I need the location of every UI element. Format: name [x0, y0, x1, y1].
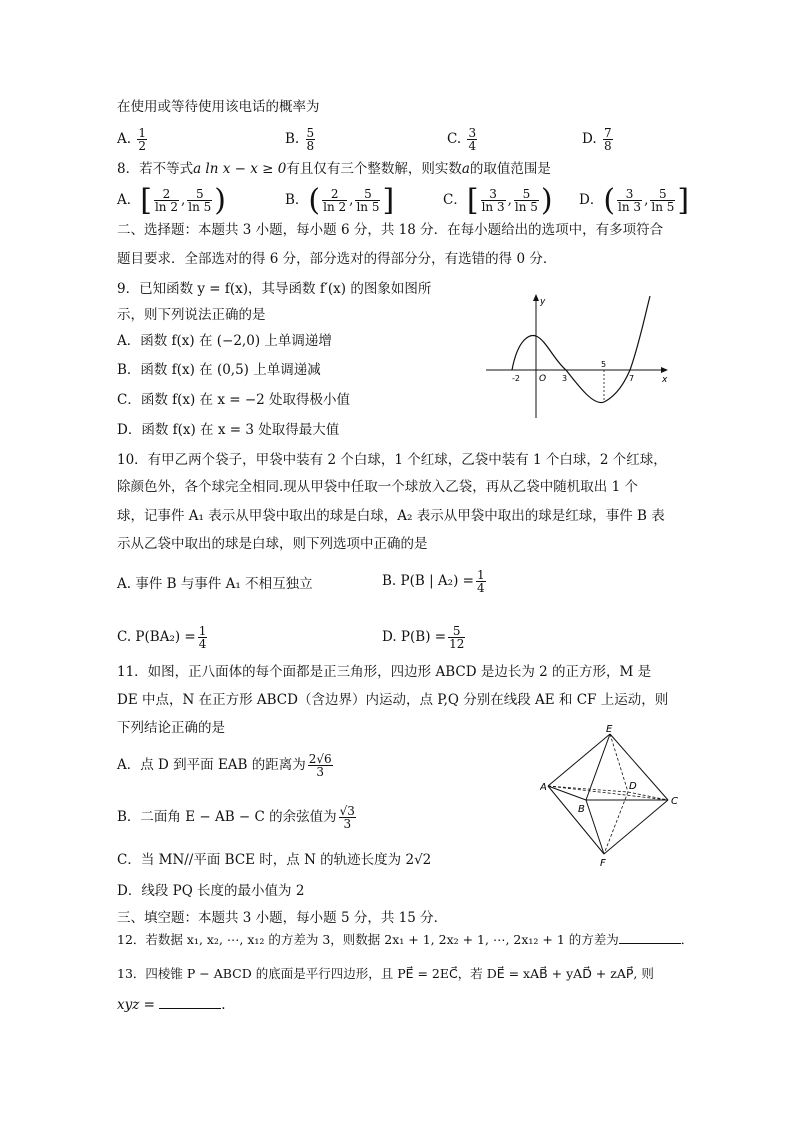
tick-label: 3	[562, 374, 568, 383]
derivative-curve	[512, 296, 650, 403]
q9-option-d: D．函数 f(x) 在 x = 3 处取得最大值	[117, 422, 340, 438]
q8-option: B．( $\frac{2}{\ln 2}$ , $\frac{5}{\ln 5}$ ]	[285, 182, 395, 218]
q10-line4: 示从乙袋中取出的球是白球，则下列选项中正确的是	[117, 536, 428, 552]
section2-line1: 二、选择题：本题共 3 小题，每小题 6 分，共 18 分．在每小题给出的选项中，有多项符合	[117, 222, 664, 238]
q9-option-c: C．函数 f(x) 在 x = −2 处取得极小值	[117, 392, 351, 408]
q10-option-a: A. 事件 B 与事件 A₁ 不相互独立	[117, 576, 313, 592]
q7-option: D. $\frac{7}{8}$	[582, 126, 612, 153]
x-label: x	[662, 375, 668, 385]
q7-option: A. $\frac{1}{2}$	[117, 126, 146, 153]
section2-line2: 题目要求．全部选对的得 6 分，部分选对的得部分分，有选错的得 0 分．	[117, 251, 557, 267]
q8-option: C．[ $\frac{3}{\ln 3}$ , $\frac{5}{\ln 5}$ )	[443, 182, 553, 218]
q13-answer-blank[interactable]	[159, 996, 221, 1009]
y-label: y	[540, 297, 546, 307]
tick-label: 7	[629, 374, 635, 383]
q11-line3: 下列结论正确的是	[117, 720, 225, 736]
vertex-c-label: C	[671, 796, 678, 807]
q11-line2: DE 中点，N 在正方形 ABCD（含边界）内运动，点 P,Q 分别在线段 AE 和 CF 上运动，则	[117, 692, 669, 708]
vertex-a-label: A	[540, 782, 547, 793]
vertex-b-label: B	[578, 804, 585, 815]
q7-options	[117, 122, 637, 156]
q10-option-b: B. P(B | A₂) = $\frac{1}{4}$	[382, 568, 485, 595]
q10-option-c: C. P(BA₂) = $\frac{1}{4}$	[117, 624, 207, 651]
q9-line2: 示，则下列说法正确的是	[117, 307, 266, 323]
q11-option-b: B．二面角 E − AB − C 的余弦值为 $\frac{√3}{3}$	[117, 804, 355, 831]
q7-option: B. $\frac{5}{8}$	[285, 126, 315, 153]
q12-answer-blank[interactable]	[619, 931, 681, 944]
q9-option-b: B．函数 f(x) 在 (0,5) 上单调递减	[117, 362, 321, 378]
q9-line1: 9．已知函数 y = f(x)，其导函数 f′(x) 的图象如图所	[117, 281, 432, 297]
q13-line2: xyz = .	[117, 997, 226, 1013]
q9-derivative-graph	[482, 290, 672, 420]
q11-line1: 11．如图，正八面体的每个面都是正三角形，四边形 ABCD 是边长为 2 的正方形，M 是	[117, 664, 652, 680]
q7-stem-tail: 在使用或等待使用该电话的概率为	[117, 99, 320, 115]
vertex-d-label: D	[629, 781, 637, 792]
q8-option: A．[ $\frac{2}{\ln 2}$ , $\frac{5}{\ln 5}$ )	[117, 182, 227, 218]
q8-options	[117, 180, 690, 220]
tick-label: -2	[512, 374, 520, 383]
q11-octahedron-figure	[540, 722, 690, 868]
origin-label: O	[539, 374, 547, 384]
section3-title: 三、填空题：本题共 3 小题，每小题 5 分，共 15 分．	[117, 910, 448, 926]
q11-option-a: A．点 D 到平面 EAB 的距离为 $\frac{2√6}{3}$	[117, 752, 332, 779]
vertex-f-label: F	[600, 858, 606, 868]
q10-line1: 10．有甲乙两个袋子，甲袋中装有 2 个白球，1 个红球，乙袋中装有 1 个白球，2 个红球，	[117, 452, 667, 468]
q10-option-d: D. P(B) = $\frac{5}{12}$	[382, 624, 465, 651]
q10-line2: 除颜色外，各个球完全相同.现从甲袋中任取一个球放入乙袋，再从乙袋中随机取出 1 个	[117, 479, 638, 495]
q9-option-a: A．函数 f(x) 在 (−2,0) 上单调递增	[117, 333, 332, 349]
q11-option-d: D．线段 PQ 长度的最小值为 2	[117, 883, 305, 899]
tick-label: 5	[601, 360, 607, 369]
q8-stem: 8．若不等式a ln x − x ≥ 0有且仅有三个整数解，则实数a的取值范围是	[117, 161, 551, 177]
q12-text: 12．若数据 x₁, x₂, ⋯, x₁₂ 的方差为 3，则数据 2x₁ + 1, 2x₂ + 1, ⋯, 2x₁₂ + 1 的方差为 ．	[117, 932, 694, 947]
vertex-e-label: E	[606, 724, 613, 735]
q10-line3: 球，记事件 A₁ 表示从甲袋中取出的球是白球，A₂ 表示从甲袋中取出的球是红球，事件 B 表	[117, 508, 665, 524]
q13-line1: 13．四棱锥 P − ABCD 的底面是平行四边形，且 PE⃗ = 2EC⃗，若 DE⃗ = xAB⃗ + yAD⃗ + zAP⃗, 则	[117, 966, 654, 981]
q7-option: C. $\frac{3}{4}$	[447, 126, 477, 153]
q8-option: D．( $\frac{3}{\ln 3}$ , $\frac{5}{\ln 5}$ ]	[579, 182, 690, 218]
q11-option-c: C．当 MN//平面 BCE 时，点 N 的轨迹长度为 2√2	[117, 852, 432, 868]
